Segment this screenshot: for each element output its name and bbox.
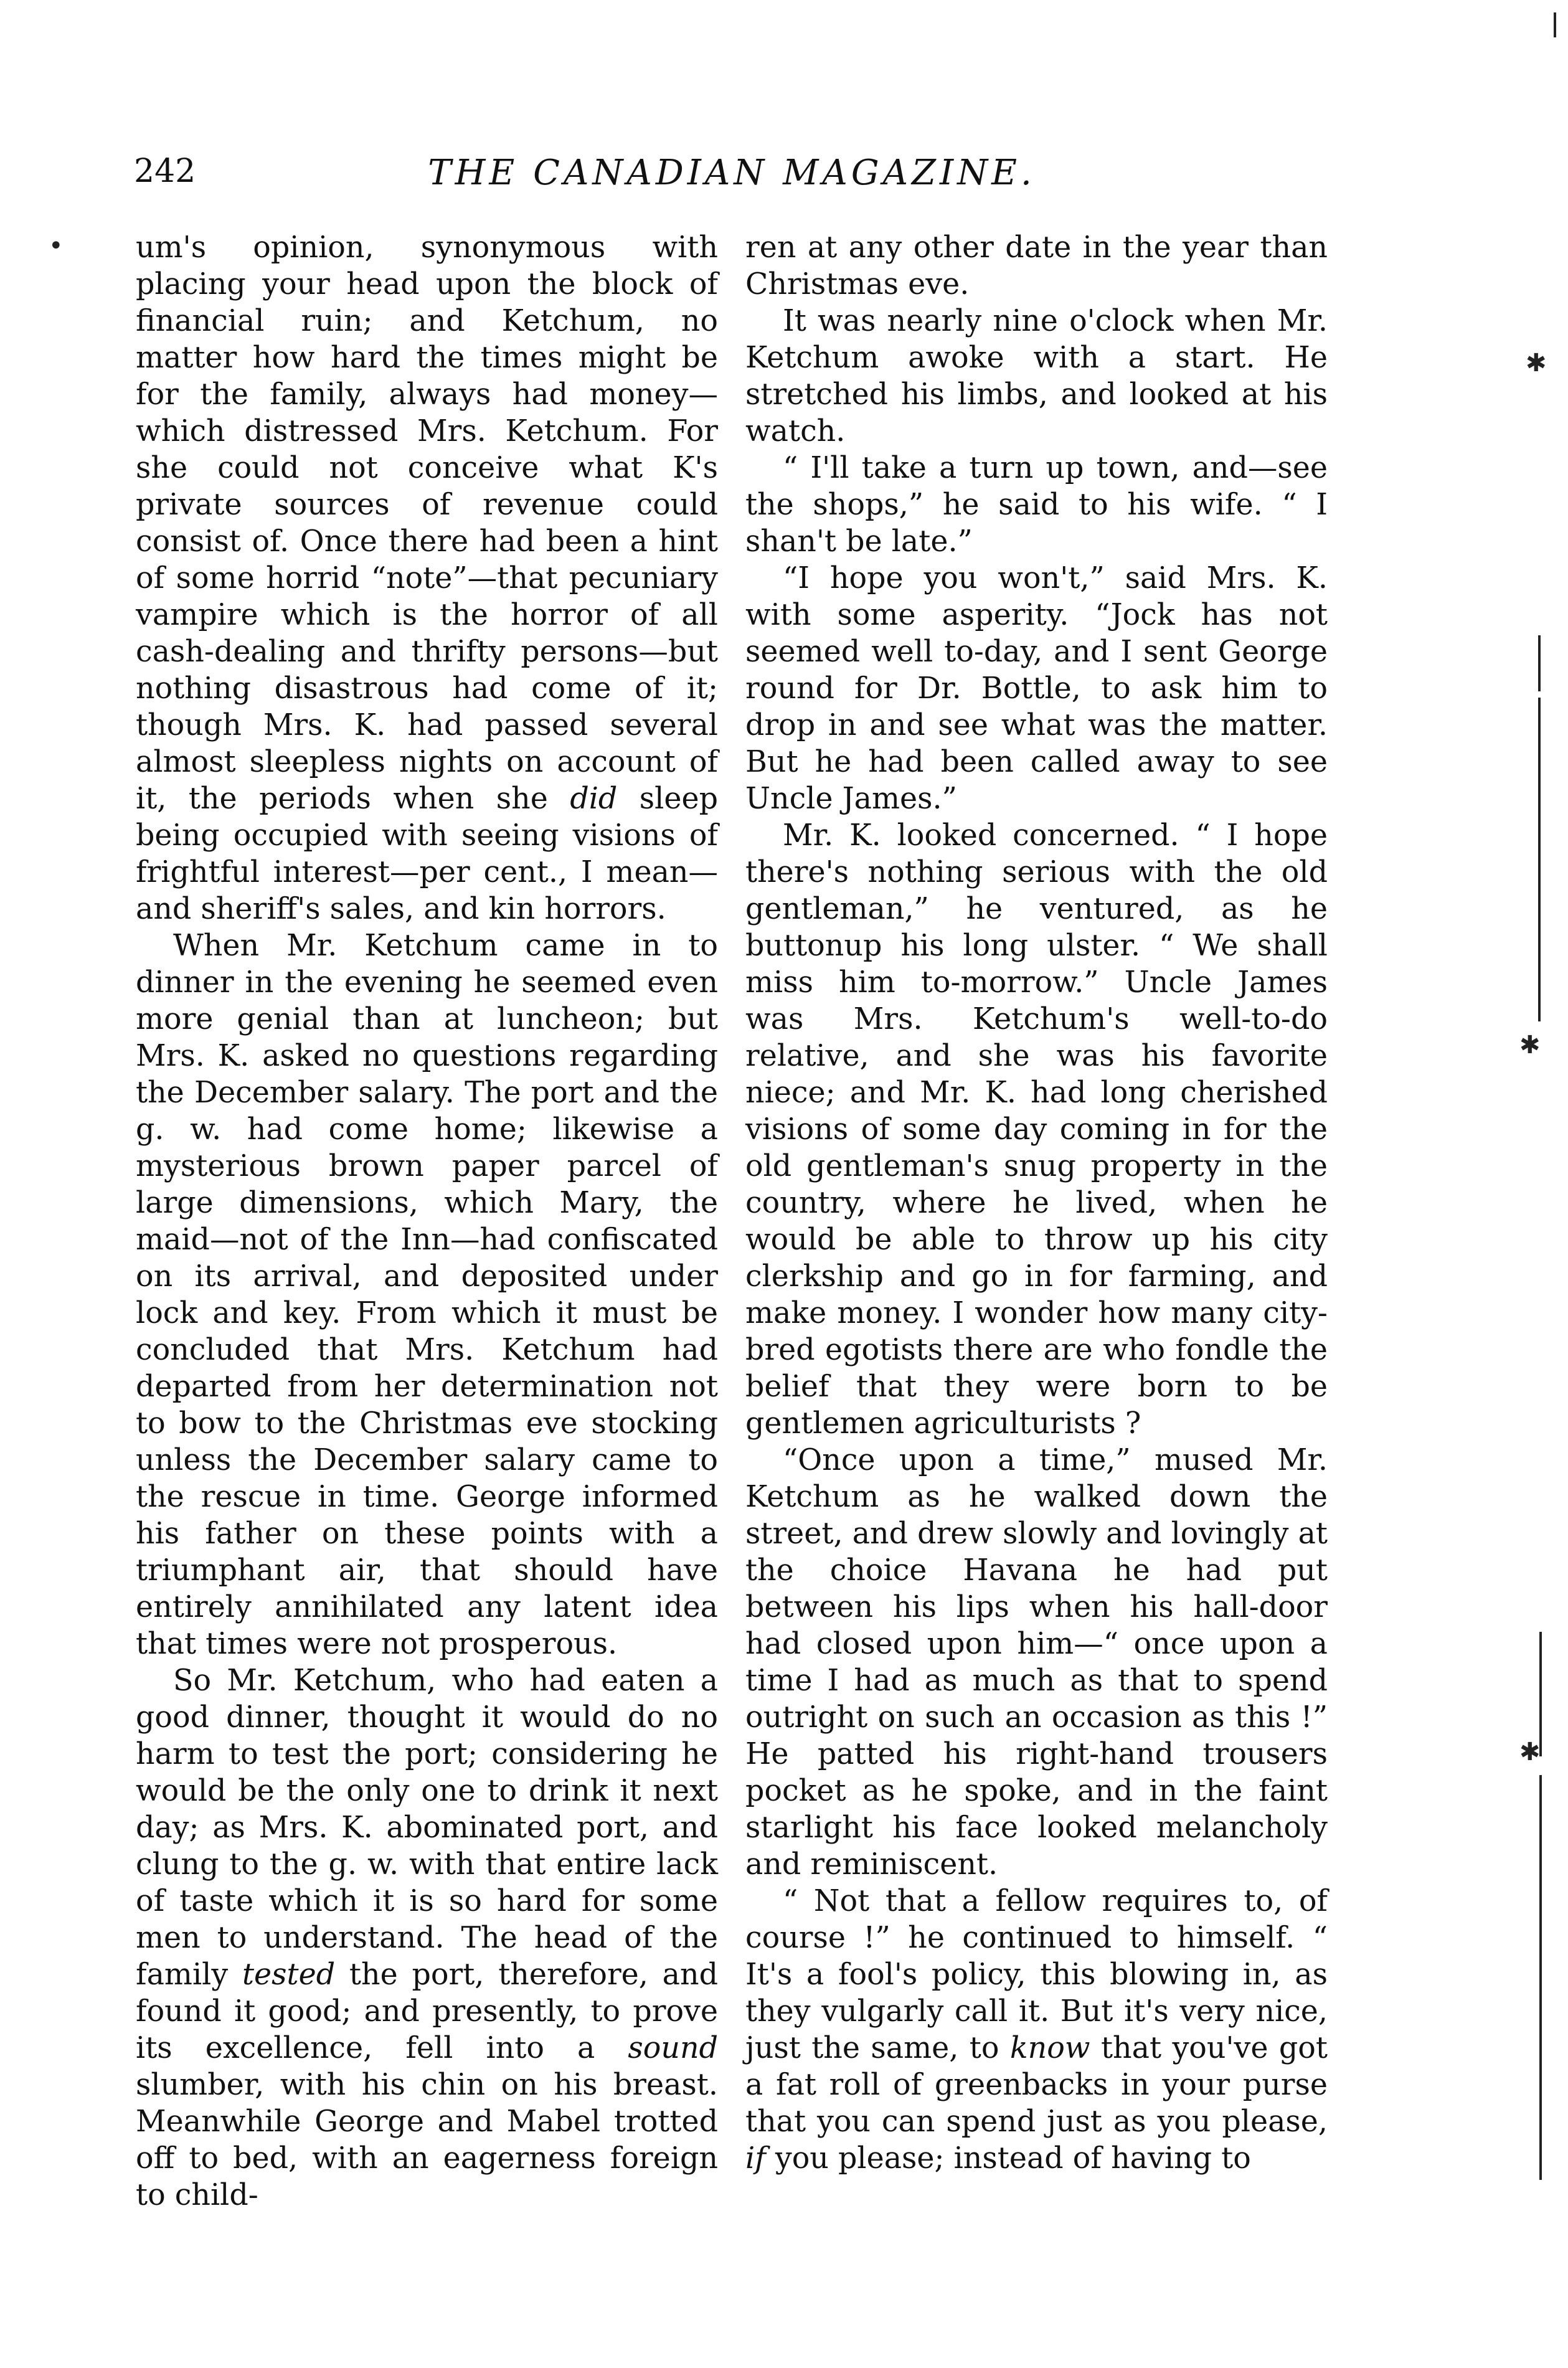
text-run: slumber, with his chin on his breast. Meanwhile George and Mabel trotted off to bed, with an eagerness foreign to child- (136, 2068, 718, 2212)
page-header (134, 153, 1329, 202)
scan-margin-rule (1554, 12, 1556, 37)
emphasis: if (745, 2141, 766, 2176)
text-run: um's opinion, synonymous with placing your head upon the block of financial ruin; and Ketchum, no matter how hard the times might be for the family, always had money—which distressed Mrs. Ketchum. For she could not conceive what K's private sources of revenue could consist of. Once there had been a hint of some horrid “note”—that pecuniary vampire which is the horror of all cash-dealing and thrifty persons—but nothing disastrous had come of it; though Mrs. K. had passed several almost sleepless nights on account of it, the periods when she (136, 230, 718, 816)
right-column (745, 229, 1328, 2177)
page-number: 242 (134, 153, 196, 190)
scan-arrow-mark: ✱ (1519, 1738, 1541, 1766)
running-title: THE CANADIAN MAGAZINE. (428, 153, 1036, 193)
text-run: sleep being occupied with seeing visions of frightful interest—per cent., I mean—and sheriff's sales, and kin horrors. (136, 782, 718, 926)
right-paragraph-5: Mr. K. looked concerned. “ I hope there's nothing serious with the old gentleman,” he ventured, as he buttonup his long ulster. “ We shall miss him to-morrow.” Uncle James was Mrs. Ketchum's well-to-do relative, and she was his favorite niece; and Mr. K. had long cherished visions of some day coming in for the old gentleman's snug property in the country, where he lived, when he would be able to throw up his city clerkship and go in for farming, and make money. I wonder how many city-bred egotists there are who fondle the belief that they were born to be gentlemen agriculturists ? (745, 818, 1328, 1441)
scan-margin-rule (1539, 1775, 1542, 2180)
text-run: that you've got a fat roll of greenbacks in your purse that you can spend just as you please, (745, 2031, 1328, 2139)
emphasis: tested (242, 1958, 336, 1992)
scan-margin-rule (1538, 635, 1541, 691)
right-paragraph-1: ren at any other date in the year than Christmas eve. (745, 230, 1328, 301)
text-run: “ Not that a fellow requires to, of course !” he continued to himself. “ It's a fool's policy, this blowing in, as they vulgarly call it. But it's very nice, just the same, to (745, 1884, 1328, 2065)
right-paragraph-2: It was nearly nine o'clock when Mr. Ketchum awoke with a start. He stretched his limbs, and looked at his watch. (745, 304, 1328, 448)
scan-arrow-mark: ✱ (1519, 1031, 1541, 1059)
left-paragraph-3 (136, 1662, 718, 2214)
emphasis: did (570, 782, 618, 816)
emphasis: know (1009, 2031, 1090, 2065)
text-run: So Mr. Ketchum, who had eaten a good dinner, thought it would do no harm to test the port; considering he would be the only one to drink it next day; as Mrs. K. abominated port, and clung to the g. w. with that entire lack of taste which it is so hard for some men to understand. The head of the family (136, 1664, 718, 1992)
right-paragraph-3: “ I'll take a turn up town, and—see the shops,” he said to his wife. “ I shan't be late.” (745, 451, 1328, 559)
right-paragraph-4: “I hope you won't,” said Mrs. K. with some asperity. “Jock has not seemed well to-day, and I sent George round for Dr. Bottle, to ask him to drop in and see what was the matter. But he had been called away to see Uncle James.” (745, 561, 1328, 816)
left-paragraph-2: When Mr. Ketchum came in to dinner in the evening he seemed even more genial than at luncheon; but Mrs. K. asked no questions regarding the December salary. The port and the g. w. had come home; likewise a mysterious brown paper parcel of large dimensions, which Mary, the maid—not of the Inn—had confiscated on its arrival, and deposited under lock and key. From which it must be concluded that Mrs. Ketchum had departed from her determination not to bow to the Christmas eve stocking unless the December salary came to the rescue in time. George informed his father on these points with a triumphant air, that should have entirely annihilated any latent idea that times were not prosperous. (136, 929, 718, 1661)
right-paragraph-6: “Once upon a time,” mused Mr. Ketchum as he walked down the street, and drew slowly and lovingly at the choice Havana he had put between his lips when his hall-door had closed upon him—“ once upon a time I had as much as that to spend outright on such an occasion as this !” He patted his right-hand trousers pocket as he spoke, and in the faint starlight his face looked melancholy and reminiscent. (745, 1443, 1328, 1882)
text-run: the port, therefore, and found it good; and presently, to prove its excellence, fell into a (136, 1958, 718, 2065)
left-paragraph-1 (136, 229, 718, 927)
emphasis: sound (628, 2031, 718, 2065)
scan-margin-rule (1538, 698, 1541, 1021)
scan-arrow-mark: ✱ (1526, 349, 1547, 377)
scan-dot-mark: • (49, 232, 64, 260)
text-run: you please; instead of having to (765, 2141, 1251, 2176)
right-paragraph-7 (745, 1883, 1328, 2177)
left-column (136, 229, 718, 2214)
